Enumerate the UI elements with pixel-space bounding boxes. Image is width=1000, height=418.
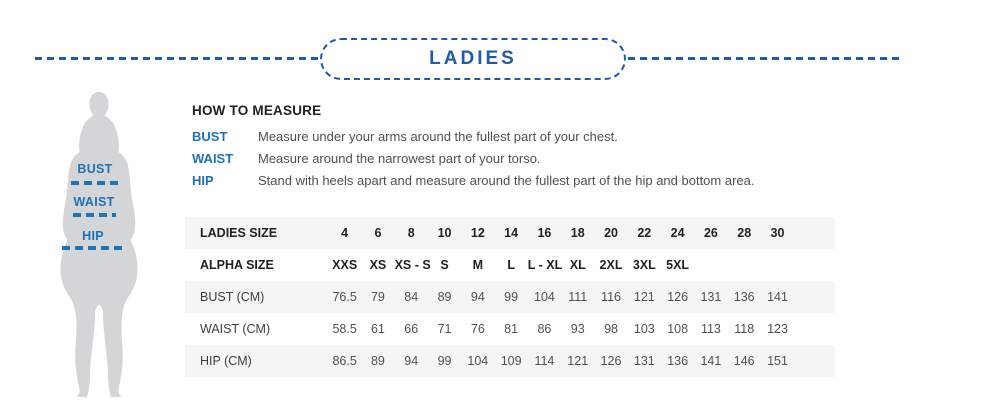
table-cell: 14 bbox=[504, 226, 519, 240]
table-cell: 151 bbox=[767, 354, 788, 368]
bust-measure-line bbox=[71, 181, 123, 185]
measure-instruction-row bbox=[192, 148, 754, 170]
table-cell: 113 bbox=[700, 322, 721, 336]
table-cell: 111 bbox=[568, 290, 588, 304]
table-cell-filler bbox=[794, 281, 835, 313]
table-cell: 18 bbox=[570, 226, 585, 240]
table-cell: S bbox=[440, 258, 449, 272]
measure-instruction-label: HIP bbox=[192, 173, 214, 188]
table-cell: 131 bbox=[700, 290, 722, 304]
table-row bbox=[185, 313, 835, 345]
waist-measure-line bbox=[73, 213, 116, 217]
divider-dash-left bbox=[35, 57, 322, 60]
table-cell: 141 bbox=[700, 354, 722, 368]
table-cell: 81 bbox=[504, 322, 519, 336]
table-row-label: LADIES SIZE bbox=[200, 226, 278, 240]
table-cell: 24 bbox=[670, 226, 685, 240]
table-cell: 76.5 bbox=[332, 290, 357, 304]
how-to-measure-title: HOW TO MEASURE bbox=[192, 103, 322, 118]
tab-ladies[interactable] bbox=[320, 38, 626, 80]
table-cell: 8 bbox=[407, 226, 415, 240]
divider-dash-right bbox=[628, 57, 904, 60]
table-row-label: ALPHA SIZE bbox=[200, 258, 274, 272]
table-cell: 58.5 bbox=[332, 322, 357, 336]
female-silhouette-path bbox=[61, 92, 138, 398]
table-cell-filler bbox=[794, 249, 835, 281]
table-cell: 126 bbox=[667, 290, 689, 304]
table-cell-filler bbox=[794, 217, 835, 249]
figure-label-hip: HIP bbox=[82, 229, 104, 243]
table-cell: 136 bbox=[733, 290, 755, 304]
table-cell: 93 bbox=[570, 322, 585, 336]
table-row-label: BUST (CM) bbox=[200, 290, 265, 304]
figure-label-waist: WAIST bbox=[73, 195, 115, 209]
table-cell: 30 bbox=[770, 226, 785, 240]
table-cell: 28 bbox=[737, 226, 752, 240]
table-cell: 146 bbox=[733, 354, 755, 368]
table-cell: 108 bbox=[667, 322, 689, 336]
table-cell: XS - S bbox=[394, 258, 431, 272]
table-cell: 86.5 bbox=[332, 354, 357, 368]
tab-ladies-label: LADIES bbox=[429, 48, 517, 69]
table-cell: 20 bbox=[604, 226, 618, 240]
table-cell: 3XL bbox=[632, 258, 656, 272]
table-cell: 131 bbox=[633, 354, 655, 368]
table-cell: 12 bbox=[470, 226, 485, 240]
table-cell: 2XL bbox=[599, 258, 623, 272]
table-cell: 89 bbox=[370, 354, 385, 368]
table-cell-filler bbox=[794, 313, 835, 345]
table-cell: 104 bbox=[467, 354, 489, 368]
table-cell: 86 bbox=[537, 322, 552, 336]
table-cell: M bbox=[472, 258, 484, 272]
table-cell: 6 bbox=[374, 226, 382, 240]
table-cell: 116 bbox=[601, 290, 621, 304]
table-cell: 114 bbox=[534, 354, 555, 368]
figure-label-bust: BUST bbox=[77, 162, 113, 176]
table-cell: 61 bbox=[370, 322, 385, 336]
table-cell: 94 bbox=[404, 354, 419, 368]
measure-instruction-text: Stand with heels apart and measure around the fullest part of the hip and bottom area. bbox=[258, 173, 755, 188]
table-cell: 5XL bbox=[666, 258, 690, 272]
measure-instruction-label: WAIST bbox=[192, 151, 234, 166]
table-row bbox=[185, 249, 835, 281]
female-silhouette-image bbox=[47, 89, 151, 401]
table-cell: 22 bbox=[637, 226, 652, 240]
table-cell: 79 bbox=[370, 290, 385, 304]
table-cell: 84 bbox=[404, 290, 419, 304]
table-cell: 141 bbox=[767, 290, 788, 304]
table-cell: 71 bbox=[437, 322, 452, 336]
table-cell: XS bbox=[369, 258, 387, 272]
measure-instruction-row bbox=[192, 126, 754, 148]
table-cell: 118 bbox=[734, 322, 755, 336]
table-cell: 123 bbox=[767, 322, 788, 336]
measure-instruction-row bbox=[192, 170, 754, 192]
table-cell: 99 bbox=[504, 290, 519, 304]
table-row-label: WAIST (CM) bbox=[200, 322, 271, 336]
measure-instruction-text: Measure under your arms around the fullest part of your chest. bbox=[258, 129, 618, 144]
hip-measure-line bbox=[62, 246, 123, 250]
table-cell: 98 bbox=[604, 322, 618, 336]
table-row bbox=[185, 281, 835, 313]
table-cell: 121 bbox=[567, 354, 589, 368]
table-cell: 136 bbox=[667, 354, 689, 368]
table-row bbox=[185, 345, 835, 377]
table-row bbox=[185, 217, 835, 249]
measure-instruction-text: Measure around the narrowest part of your torso. bbox=[258, 151, 541, 166]
table-cell: 89 bbox=[437, 290, 452, 304]
table-cell: 99 bbox=[437, 354, 452, 368]
table-cell: 94 bbox=[470, 290, 485, 304]
table-cell bbox=[694, 249, 727, 281]
table-cell: L bbox=[507, 258, 515, 272]
how-to-measure-rows bbox=[192, 126, 754, 192]
table-cell-filler bbox=[794, 345, 835, 377]
size-table bbox=[185, 217, 835, 377]
table-row-label: HIP (CM) bbox=[200, 354, 252, 368]
table-cell: XL bbox=[569, 258, 586, 272]
table-cell: 16 bbox=[537, 226, 552, 240]
table-cell: 66 bbox=[404, 322, 419, 336]
table-cell bbox=[761, 249, 794, 281]
table-cell bbox=[728, 249, 761, 281]
table-cell: L - XL bbox=[527, 258, 563, 272]
table-cell: 126 bbox=[600, 354, 622, 368]
table-cell: 121 bbox=[633, 290, 655, 304]
table-cell: 104 bbox=[534, 290, 555, 304]
table-cell: 103 bbox=[633, 322, 655, 336]
table-cell: 76 bbox=[470, 322, 485, 336]
table-cell: 109 bbox=[500, 354, 522, 368]
table-cell: 4 bbox=[341, 226, 349, 240]
table-cell: 10 bbox=[437, 226, 452, 240]
table-cell: 26 bbox=[703, 226, 718, 240]
table-cell: XXS bbox=[332, 258, 358, 272]
measure-instruction-label: BUST bbox=[192, 129, 228, 144]
